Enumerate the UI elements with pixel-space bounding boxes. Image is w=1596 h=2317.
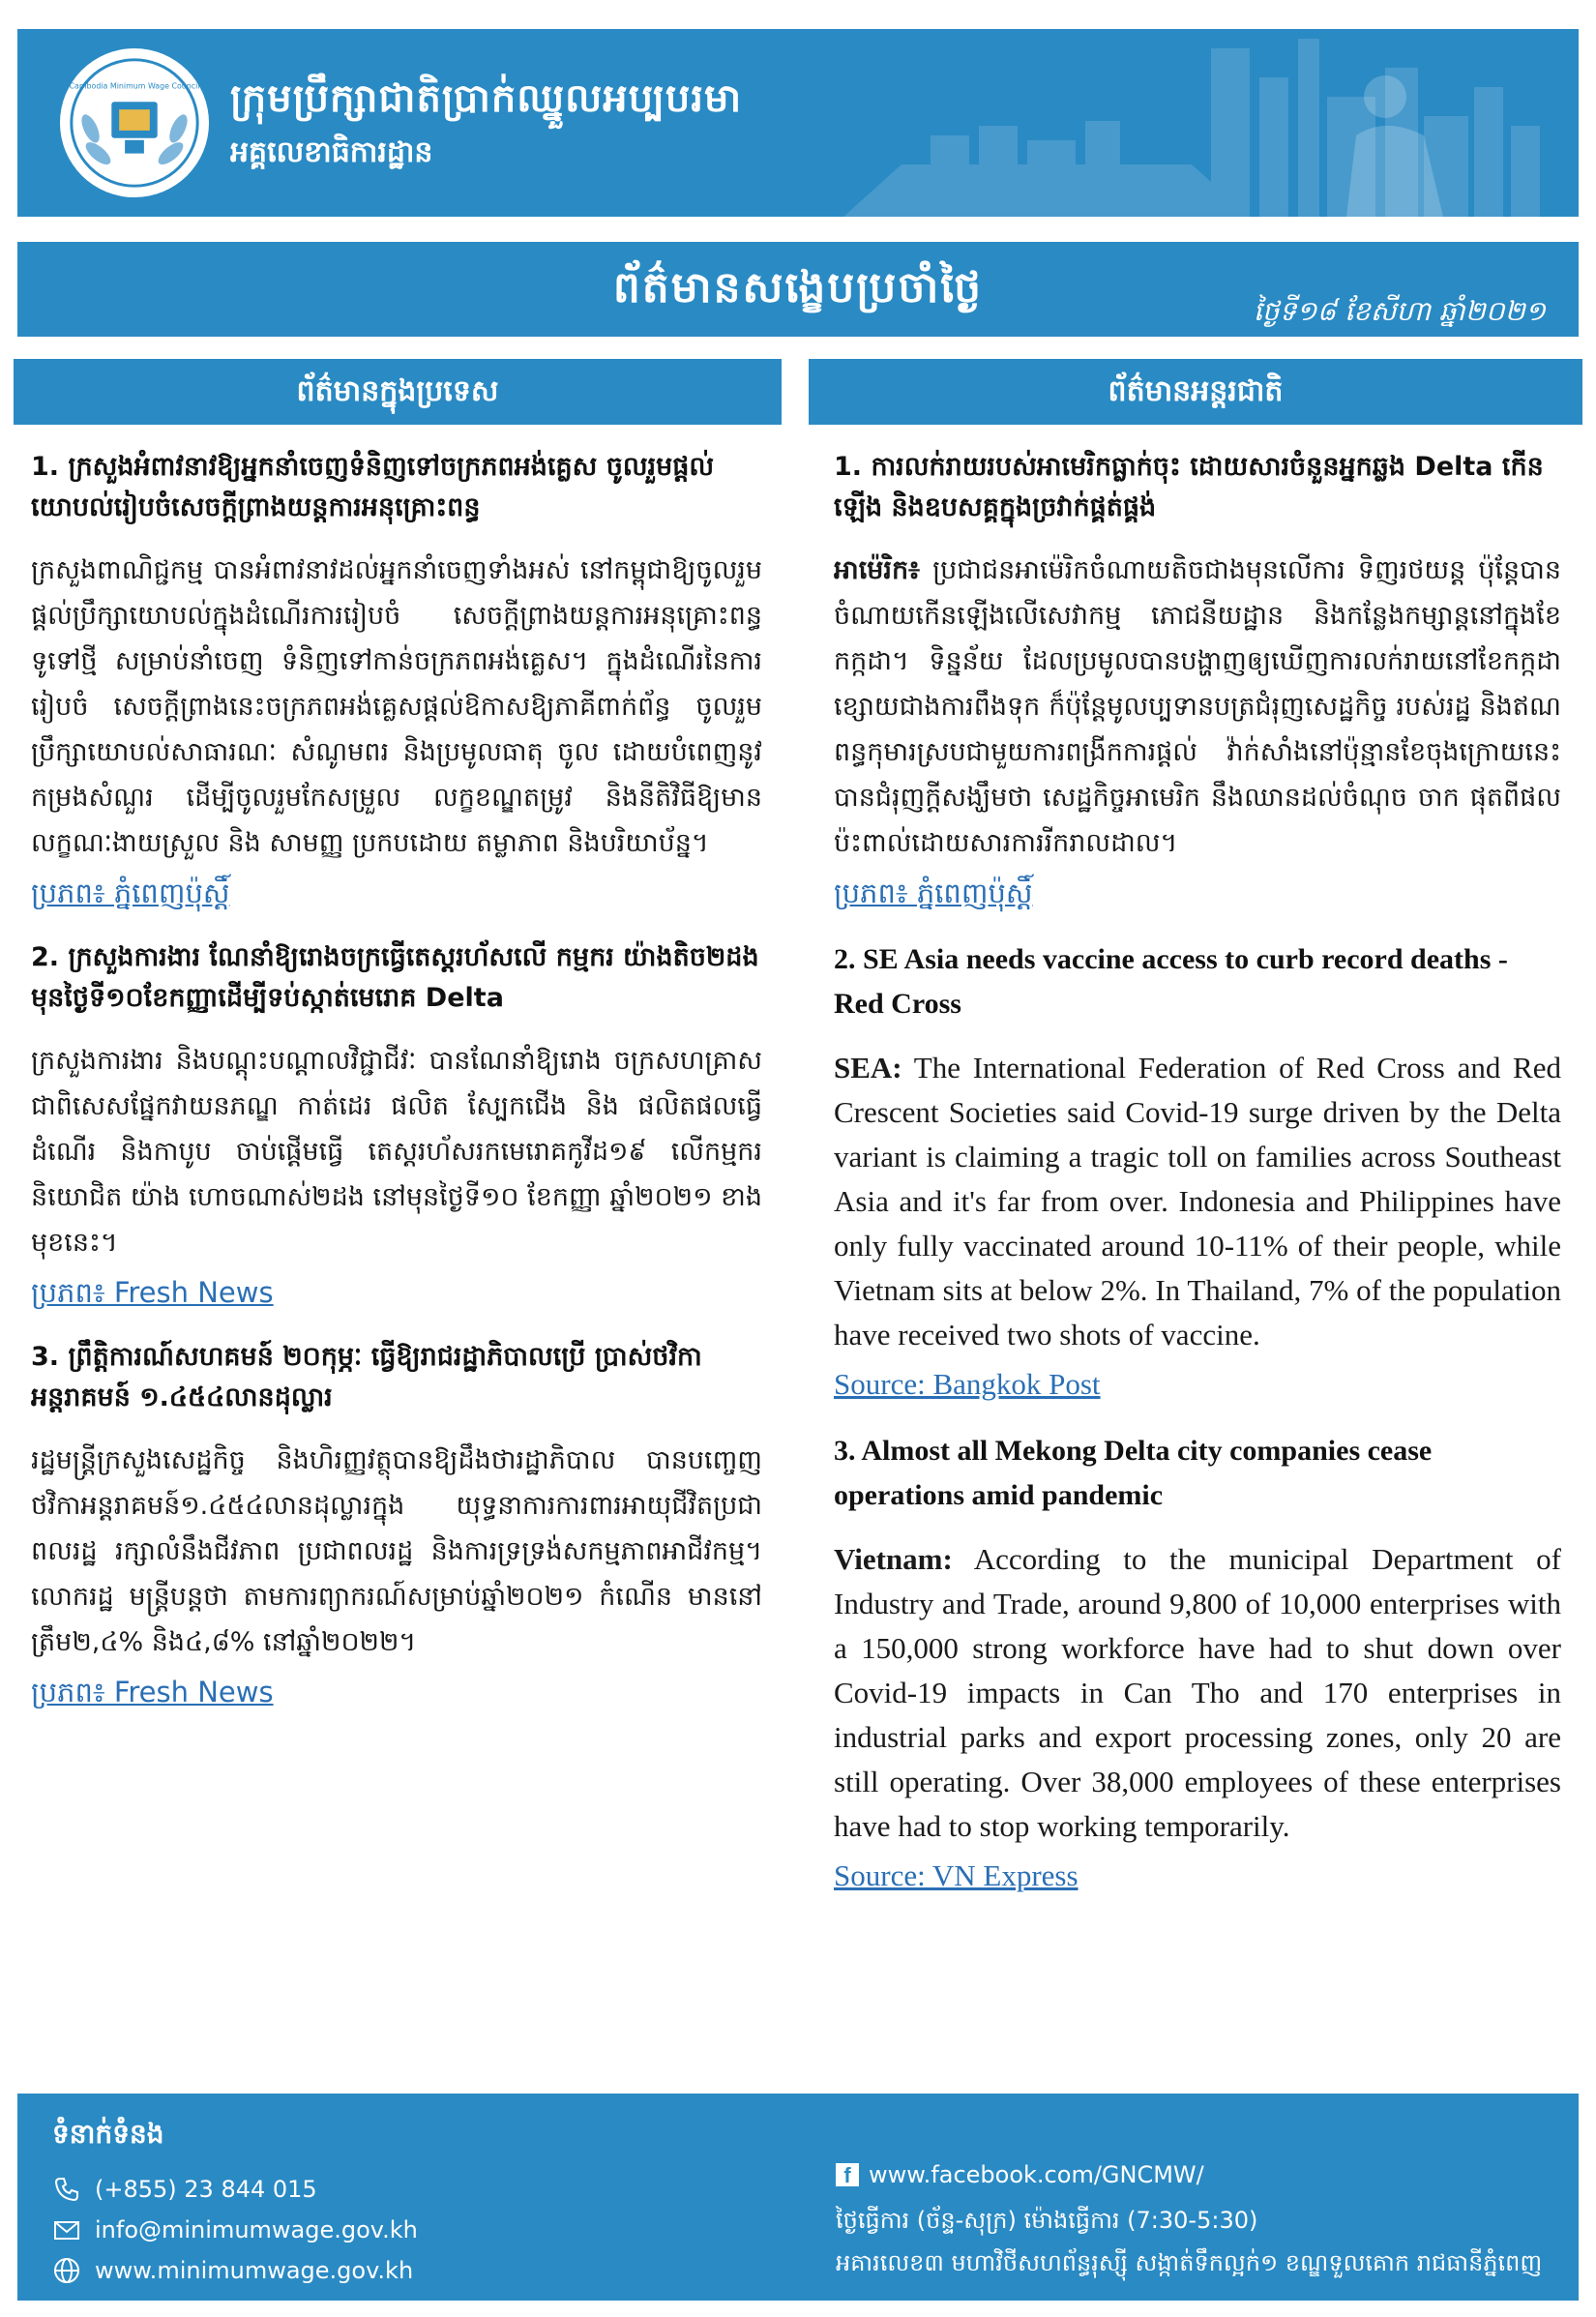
header-banner xyxy=(17,29,1579,217)
article-lead: SEA: xyxy=(834,1051,902,1084)
facebook-url[interactable]: www.facebook.com/GNCMW/ xyxy=(869,2161,1204,2188)
email-address[interactable]: info@minimumwage.gov.kh xyxy=(95,2216,418,2243)
international-news-header: ព័ត៌មានអន្តរជាតិ xyxy=(809,359,1582,425)
article-source-link[interactable]: Source: VN Express xyxy=(834,1858,1079,1892)
office-address: អគារលេខ៣ មហាវិថីសហព័ន្ធរុស្ស៊ី សង្កាត់ទឹកល្អក់១ ខណ្ឌទួលគោក រាជធានីភ្នំពេញ xyxy=(836,2249,1543,2276)
article-body: រដ្ឋមន្ត្រីក្រសួងសេដ្ឋកិច្ច និងហិរញ្ញវត្ថុបានឱ្យដឹងថារដ្ឋាភិបាល បានបញ្ចេញថវិកាអន្តរាគមន៍១.៤៥៤លានដុល្លារក្នុង យុទ្ធនាការការពារអាយុជីវិតប្រជាពលរដ្ឋ រក្សាលំនឹងជីវភាព ប្រជាពលរដ្ឋ និងការទ្រទ្រង់សកម្មភាពអាជីវកម្ម។ លោករដ្ឋ មន្ត្រីបន្តថា តាមការព្យាករណ៍សម្រាប់ឆ្នាំ២០២១ កំណើន មាននៅត្រឹម២,៤% និង៤,៨% នៅឆ្នាំ២០២២។ xyxy=(31,1445,762,1657)
domestic-news-column xyxy=(31,447,762,1737)
globe-icon xyxy=(52,2256,81,2285)
article-source-link[interactable]: Source: Bangkok Post xyxy=(834,1367,1101,1401)
domestic-article-1 xyxy=(31,447,762,914)
logo-text: Cambodia Minimum Wage Council xyxy=(69,81,200,91)
article-body xyxy=(834,1046,1561,1357)
article-title: 2. SE Asia needs vaccine access to curb record deaths - Red Cross xyxy=(834,943,1508,1020)
document-title: ព័ត៌មានសង្ខេបប្រចាំថ្ងៃ xyxy=(612,263,984,312)
mail-icon xyxy=(52,2215,81,2244)
article-text: The International Federation of Red Cross and Red Crescent Societies said Covid-19 surge driven by the Delta variant is claiming a tragic toll on families across Southeast Asia and it's far from over. Indonesia and Philippines have only fully vaccinated around 10-11% of their people, while Vietnam sits at below 2%. In Thailand, 7% of the population have received two shots of vaccine. xyxy=(834,1051,1561,1352)
footer-contact xyxy=(17,2094,1579,2301)
facebook-icon: f xyxy=(836,2163,859,2186)
website-url[interactable]: www.minimumwage.gov.kh xyxy=(95,2257,414,2284)
article-title: 2. ក្រសួងការងារ ណែនាំឱ្យរោងចក្រធ្វើតេស្តរហ័សលើ កម្មករ យ៉ាងតិច២ដងមុនថ្ងៃទី១០ខែកញ្ញាដើម្បីទប់ស្កាត់មេរោគ Delta xyxy=(31,942,759,1013)
international-news-column xyxy=(834,447,1561,1920)
article-lead: Vietnam: xyxy=(834,1542,953,1576)
article-title: 1. ក្រសួងអំពាវនាវឱ្យអ្នកនាំចេញទំនិញទៅចក្រភពអង់គ្លេស ចូលរួមផ្តល់យោបល់រៀបចំសេចក្តីព្រាងយន្តការអនុគ្រោះពន្ធ xyxy=(31,452,715,522)
contact-heading: ទំនាក់ទំនង xyxy=(52,2118,164,2150)
article-source-link[interactable]: ប្រភព៖ Fresh News xyxy=(31,1676,274,1708)
article-title: 3. ព្រឹត្តិការណ៍សហគមន៍ ២០កុម្ភៈ ធ្វើឱ្យរាជរដ្ឋាភិបាលប្រើ ប្រាស់ថវិកាអន្តរាគមន៍ ១.៤៥៤លានដុល្លារ xyxy=(31,1342,702,1412)
facebook-row xyxy=(836,2161,1204,2188)
international-article-2 xyxy=(834,937,1561,1406)
article-body xyxy=(834,1537,1561,1849)
article-body: ក្រសួងការងារ និងបណ្តុះបណ្តាលវិជ្ជាជីវៈ បានណែនាំឱ្យរោង ចក្រសហគ្រាស ជាពិសេសផ្នែកវាយនភណ្ឌ កាត់ដេរ ផលិត ស្បែកជើង និង ផលិតផលធ្វើដំណើរ និងកាបូប ចាប់ផ្តើមធ្វើ តេស្តរហ័សរកមេរោគកូវីដ១៩ លើកម្មករ និយោជិត យ៉ាង ហោចណាស់២ដង នៅមុនថ្ងៃទី១០ ខែកញ្ញា ឆ្នាំ២០២១ ខាងមុខនេះ។ xyxy=(31,1046,762,1258)
org-name: ក្រុមប្រឹក្សាជាតិប្រាក់ឈ្នួលអប្បបរមា xyxy=(230,76,743,121)
international-article-3 xyxy=(834,1429,1561,1897)
skyline-illustration xyxy=(843,29,1540,217)
domestic-article-2 xyxy=(31,937,762,1314)
phone-number[interactable]: (+855) 23 844 015 xyxy=(95,2176,317,2203)
article-text: ប្រជាជនអាម៉េរិកចំណាយតិចជាងមុនលើការ ទិញរថយន្ត ប៉ុន្តែបានចំណាយកើនឡើងលើសេវាកម្ម ភោជនីយដ្ឋាន និងកន្លែងកម្សាន្តនៅក្នុងខែកក្កដា។ ទិន្នន័យ ដែលប្រមូលបានបង្ហាញឲ្យឃើញការលក់រាយនៅខែកក្កដា ខ្សោយជាងការពឹងទុក ក៏ប៉ុន្តែមូលប្បទានបត្រជំរុញសេដ្ឋកិច្ច របស់រដ្ឋ និងឥណពន្ធកុមារស្របជាមួយការពង្រីកការផ្តល់ វ៉ាក់សាំងនៅប៉ុន្មានខែចុងក្រោយនេះបានជំរុញក្តីសង្ឃឹមថា សេដ្ឋកិច្ចអាមេរិក នឹងឈានដល់ចំណុច ចាក ផុតពីផល ប៉ះពាល់ដោយសារការរីករាលដាល។ xyxy=(834,555,1561,858)
international-article-1 xyxy=(834,447,1561,914)
article-source-link[interactable]: ប្រភព៖ ភ្នំពេញប៉ុស្តិ៍ xyxy=(31,876,230,909)
website-row xyxy=(52,2256,413,2285)
article-source-link[interactable]: ប្រភព៖ ភ្នំពេញប៉ុស្តិ៍ xyxy=(834,876,1033,909)
article-text: According to the municipal Department of Industry and Trade, around 9,800 of 10,000 enterprises with a 150,000 strong workforce have had to shut down over Covid-19 impacts in Can Tho and 170 enterprises in industrial parks and export processing zones, only 20 are still operating. Over 38,000 employees of these enterprises have had to stop working temporarily. xyxy=(834,1542,1561,1843)
article-body: ក្រសួងពាណិជ្ជកម្ម បានអំពាវនាវដល់អ្នកនាំចេញទាំងអស់ នៅកម្ពុជាឱ្យចូលរួមផ្តល់ប្រឹក្សាយោបល់ក្នុងដំណើរការរៀបចំ សេចក្តីព្រាងយន្តការអនុគ្រោះពន្ធទូទៅថ្មី សម្រាប់នាំចេញ ទំនិញទៅកាន់ចក្រភពអង់គ្លេស។ ក្នុងដំណើរនៃការរៀបចំ សេចក្តីព្រាងនេះចក្រភពអង់គ្លេសផ្តល់ឱកាសឱ្យភាគីពាក់ព័ន្ធ ចូលរួមប្រឹក្សាយោបល់សាធារណៈ សំណូមពរ និងប្រមូលធាតុ ចូល ដោយបំពេញនូវកម្រងសំណួរ ដើម្បីចូលរួមកែសម្រួល លក្ខខណ្ឌតម្រូវ និងនីតិវិធីឱ្យមានលក្ខណៈងាយស្រួល និង សាមញ្ញ ប្រកបដោយ តម្លាភាព និងបរិយាប័ន្ន។ xyxy=(31,555,762,858)
domestic-news-header: ព័ត៌មានក្នុងប្រទេស xyxy=(14,359,782,425)
phone-icon xyxy=(52,2175,81,2204)
article-body xyxy=(834,548,1561,866)
working-hours: ថ្ងៃធ្វើការ (ច័ន្ទ-សុក្រ) ម៉ោងធ្វើការ (7:30-5:30) xyxy=(836,2207,1258,2234)
article-lead: អាម៉េរិក៖ xyxy=(834,555,920,585)
article-title: 3. Almost all Mekong Delta city companies cease operations amid pandemic xyxy=(834,1435,1433,1511)
council-logo xyxy=(58,46,211,199)
article-source-link[interactable]: ប្រភព៖ Fresh News xyxy=(31,1276,274,1309)
title-bar xyxy=(17,242,1579,337)
document-date: ថ្ងៃទី១៨ ខែសីហា ឆ្នាំ២០២១ xyxy=(1253,295,1546,327)
phone-row xyxy=(52,2175,317,2204)
domestic-article-3 xyxy=(31,1337,762,1713)
org-subtitle: អគ្គលេខាធិការដ្ឋាន xyxy=(230,135,433,169)
article-title: 1. ការលក់រាយរបស់អាមេរិកធ្លាក់ចុះ ដោយសារចំនួនអ្នកឆ្លង Delta កើនឡើង និងឧបសគ្គក្នុងច្រវាក់ផ្គត់ផ្គង់ xyxy=(834,452,1544,522)
email-row xyxy=(52,2215,418,2244)
